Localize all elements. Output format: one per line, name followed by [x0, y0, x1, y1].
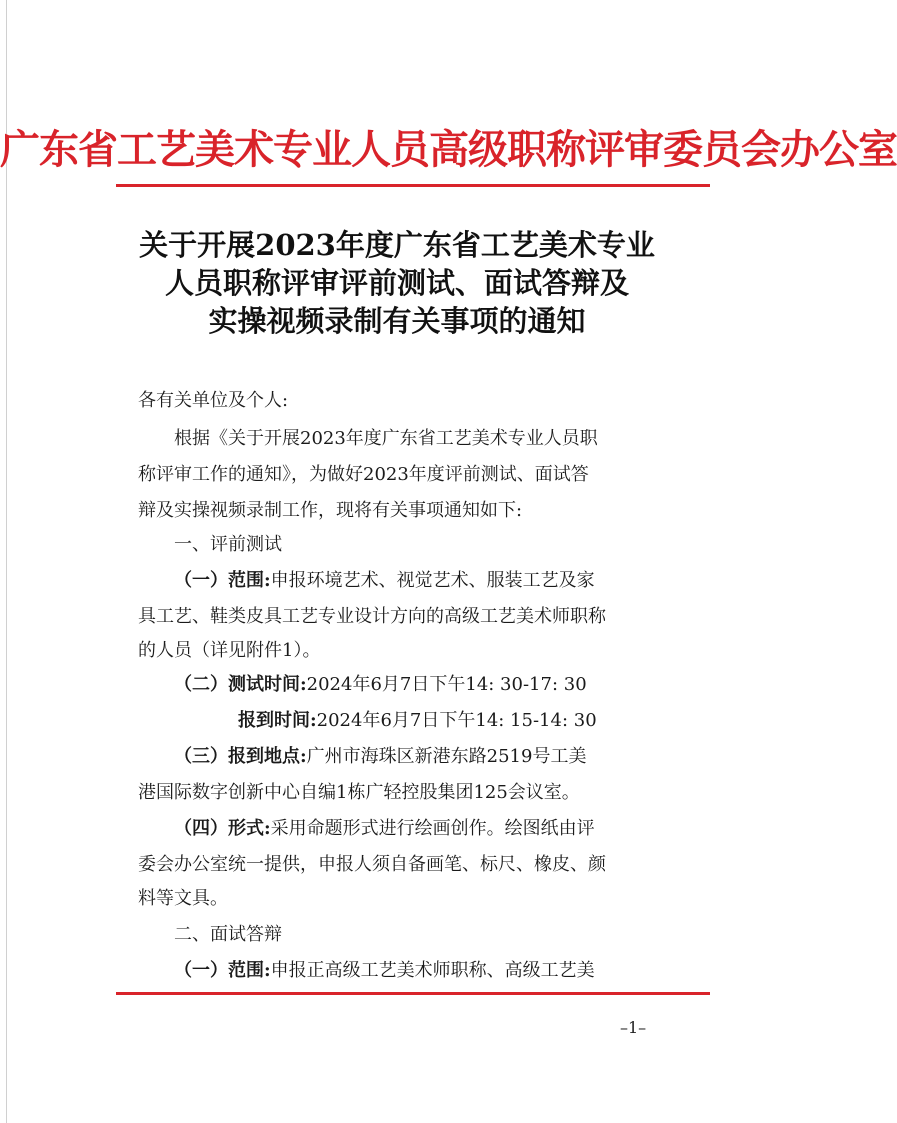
section-2-heading: 二、面试答辩 [174, 924, 282, 945]
intro-line-2: 称评审工作的通知》，为做好2023年度评前测试、面试答 [138, 464, 589, 485]
s1-checkin-label: 报到时间: [238, 710, 317, 731]
s1-scope-text-3: 的人员（详见附件1）。 [138, 640, 321, 661]
s1-place-label: （三）报到地点: [174, 746, 307, 767]
section-1-heading: 一、评前测试 [174, 534, 282, 555]
title-line-3: 实操视频录制有关事项的通知 [208, 304, 586, 338]
s1-place-paragraph [174, 742, 714, 768]
salutation: 各有关单位及个人: [138, 390, 289, 411]
s1-scope-label: （一）范围: [174, 570, 271, 591]
s1-test-time [174, 670, 714, 696]
header-red-rule [116, 184, 710, 187]
s1-form-paragraph [174, 814, 714, 840]
intro-line-1: 根据《关于开展2023年度广东省工艺美术专业人员职 [174, 428, 598, 449]
s1-form-text-2: 委会办公室统一提供，申报人须自备画笔、标尺、橡皮、颜 [138, 854, 606, 875]
office-header-title: 广东省工艺美术专业人员高级职称评审委员会办公室 [0, 126, 897, 173]
page-number: –1– [620, 1018, 647, 1037]
footer-red-rule [116, 992, 710, 995]
intro-line-3: 辩及实操视频录制工作，现将有关事项通知如下: [138, 500, 523, 521]
title-line-1: 关于开展2023年度广东省工艺美术专业 [139, 228, 655, 262]
s2-scope-text-1: 申报正高级工艺美术师职称、高级工艺美 [270, 960, 595, 981]
s1-form-label: （四）形式: [174, 818, 271, 839]
s2-scope-paragraph [174, 956, 714, 982]
title-line-2: 人员职称评审评前测试、面试答辩及 [164, 266, 629, 300]
s1-place-text-2: 港国际数字创新中心自编1栋广轻控股集团125会议室。 [138, 782, 580, 803]
s1-checkin-time [238, 706, 778, 732]
s1-scope-text-1: 申报环境艺术、视觉艺术、服装工艺及家 [270, 570, 595, 591]
s1-time-label: （二）测试时间: [174, 674, 307, 695]
s1-scope-text-2: 具工艺、鞋类皮具工艺专业设计方向的高级工艺美术师职称 [138, 606, 606, 627]
s1-form-text-1: 采用命题形式进行绘画创作。绘图纸由评 [270, 818, 595, 839]
s1-time-value: 2024年6月7日下午14: 30-17: 30 [306, 674, 587, 695]
s1-place-text-1: 广州市海珠区新港东路2519号工美 [306, 746, 587, 767]
s1-scope-paragraph [174, 566, 714, 592]
s1-form-text-3: 料等文具。 [138, 888, 228, 909]
s1-checkin-value: 2024年6月7日下午14: 15-14: 30 [316, 710, 597, 731]
document-title [0, 226, 794, 340]
s2-scope-label: （一）范围: [174, 960, 271, 981]
